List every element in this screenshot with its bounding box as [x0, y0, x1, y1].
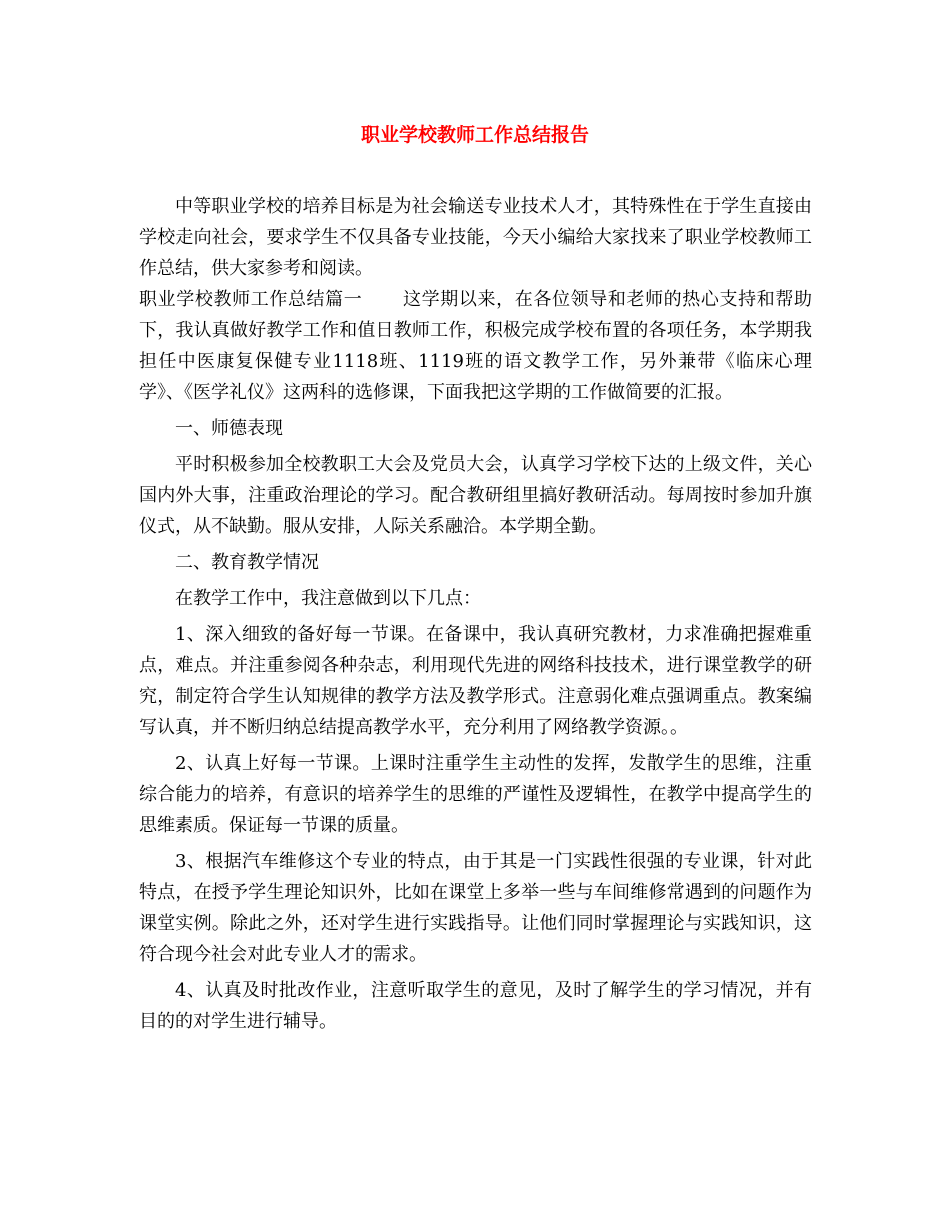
section-text: 这学期以来，在各位领导和老师的热心支持和帮助下，我认真做好教学工作和值日教师工作，积极完成学校布置的各项任务，本学期我担任中医康复保健专业1118班、1119班的语文教学工作，另外兼带《临床心理学》、《医学礼仪》这两科的选修课，下面我把这学期的工作做简要的汇报。: [139, 289, 813, 403]
section-paragraph: [139, 284, 812, 408]
document-body: [139, 191, 812, 1037]
teaching-item-4: 4、认真及时批改作业，注意听取学生的意见，及时了解学生的学习情况，并有目的的对学生进行辅导。: [139, 980, 812, 1032]
teaching-item-2: 2、认真上好每一节课。上课时注重学生主动性的发挥，发散学生的思维，注重综合能力的培养，有意识的培养学生的思维的严谨性及逻辑性，在教学中提高学生的思维素质。保证每一节课的质量。: [139, 753, 812, 836]
heading-ethics: 一、师德表现: [175, 418, 283, 439]
intro-paragraph: 中等职业学校的培养目标是为社会输送专业技术人才，其特殊性在于学生直接由学校走向社会，要求学生不仅具备专业技能，今天小编给大家找来了职业学校教师工作总结，供大家参考和阅读。: [139, 196, 812, 279]
section-label: 职业学校教师工作总结篇一: [139, 289, 363, 310]
teaching-item-3: 3、根据汽车维修这个专业的特点，由于其是一门实践性很强的专业课，针对此特点，在授予学生理论知识外，比如在课堂上多举一些与车间维修常遇到的问题作为课堂实例。除此之外，还对学生进行实践指导。让他们同时掌握理论与实践知识，这符合现今社会对此专业人才的需求。: [139, 851, 812, 965]
teaching-intro-paragraph: 在教学工作中，我注意做到以下几点：: [175, 588, 481, 609]
document-title: 职业学校教师工作总结报告: [360, 124, 589, 146]
heading-teaching: 二、教育教学情况: [175, 552, 319, 573]
ethics-paragraph: 平时积极参加全校教职工大会及党员大会，认真学习学校下达的上级文件，关心国内外大事，注重政治理论的学习。配合教研组里搞好教研活动。每周按时参加升旗仪式，从不缺勤。服从安排，人际关系融洽。本学期全勤。: [139, 454, 812, 537]
teaching-item-1: 1、深入细致的备好每一节课。在备课中，我认真研究教材，力求准确把握难重点，难点。并注重参阅各种杂志，利用现代先进的网络科技技术，进行课堂教学的研究，制定符合学生认知规律的教学方法及教学形式。注意弱化难点强调重点。教案编写认真，并不断归纳总结提高教学水平，充分利用了网络教学资源。。: [139, 624, 812, 738]
